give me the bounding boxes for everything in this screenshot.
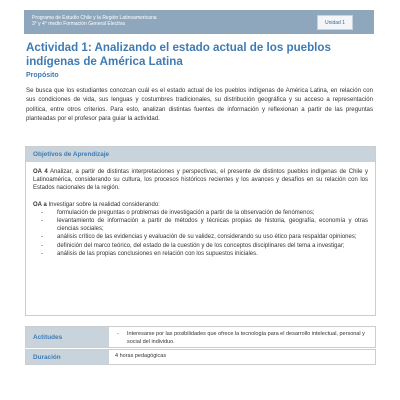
oa4-block [33, 168, 368, 193]
list-item: - formulación de preguntas o problemas de investigación a partir de la observación de fenómenos; [33, 209, 368, 217]
list-item: - análisis de las propias conclusiones en relación con los supuestos iniciales. [33, 250, 368, 258]
duration-row [25, 349, 376, 365]
oa4-text: Analizar, a partir de distintas interpretaciones y perspectivas, el presente de distintos pueblos indígenas de Chile y Latinoamérica, considerando su cultura, los procesos históricos recientes y los avances y desafíos en su relación con los Estados nacionales de la región. [33, 169, 369, 192]
program-info [32, 15, 157, 27]
program-line-2: 3° y 4° medio Formación General Electiva [32, 21, 125, 28]
oa4-code: OA 4 [33, 169, 48, 175]
activities-label: Actitudes [26, 327, 109, 347]
purpose-text: Se busca que los estudiantes conozcan cuál es el estado actual de los pueblos indígenas de América Latina, en relación con sus condiciones de vida, sus lenguas y costumbres tradicionales, su distribución geográfica y su acceso a representación política, entre otros criterios. Para esto, analizan distintas fuentes de información y reflexionan a partir de las preguntas planteadas por el profesor para guiar la actividad. [26, 87, 373, 123]
duration-label: Duración [26, 350, 109, 364]
activities-text: - Interesarse por las posibilidades que ofrece la tecnología para el desarrollo intelectual, personal y social del individuo. [109, 327, 375, 347]
oaa-block [33, 201, 368, 209]
objectives-heading: Objetivos de Aprendizaje [26, 147, 375, 162]
oaa-code: OA a [33, 201, 47, 208]
objectives-body [26, 162, 375, 258]
list-item: - análisis crítico de las evidencias y evaluación de su validez, considerando su uso ético para respaldar opiniones; [33, 233, 368, 241]
unit-badge: Unidad 1 [317, 15, 353, 30]
activities-row [25, 326, 376, 348]
program-line-1: Programa de Estudio Chile y la Región Latinoamericana [32, 15, 157, 21]
purpose-heading: Propósito [26, 72, 59, 79]
duration-text: 4 horas pedagógicas [115, 353, 167, 360]
list-item: - definición del marco teórico, del estado de la cuestión y de los conceptos disciplinares del tema a investigar; [33, 242, 368, 250]
list-item: - levantamiento de información a partir de métodos y técnicas propias de historia, geografía, economía y otras ciencias sociales; [33, 217, 368, 233]
oaa-text: Investigar sobre la realidad considerando: [46, 201, 160, 208]
objectives-box [25, 146, 376, 316]
oaa-list [33, 209, 368, 258]
page-title: Actividad 1: Analizando el estado actual de los pueblos indígenas de América Latina [26, 41, 331, 68]
